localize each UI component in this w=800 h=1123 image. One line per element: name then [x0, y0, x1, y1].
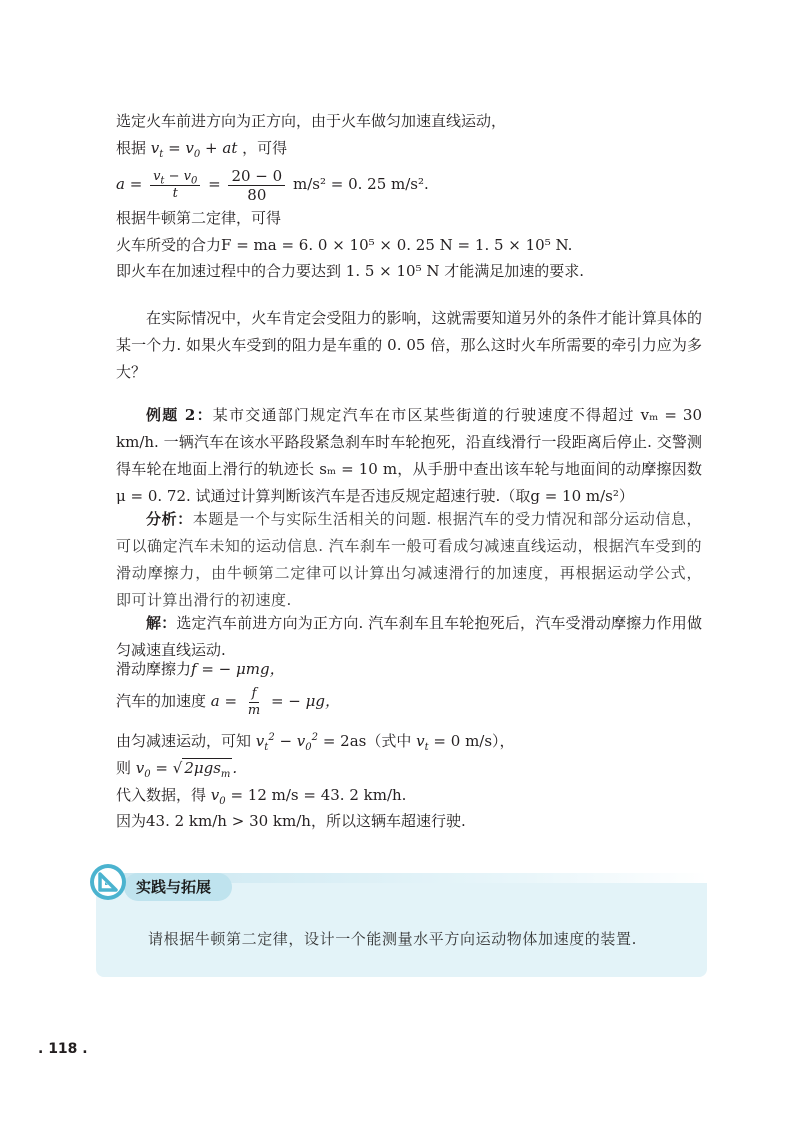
practice-text: 请根据牛顿第二定律，设计一个能测量水平方向运动物体加速度的装置. [148, 930, 637, 948]
fraction-symbolic: $\frac{v_t - v_0}{t}$ [150, 169, 200, 202]
text-fragment: m/s² = 0. 25 m/s². [292, 175, 429, 193]
sqrt-line: 则 $v_0$ = √ 2μgs$_m$ . [116, 759, 238, 780]
substitution-line: 代入数据，得 $v_0 = 12$ m/s = 43. 2 km/h. [116, 786, 407, 807]
text-line: 选定火车前进方向为正方向，由于火车做匀加速直线运动， [116, 112, 507, 130]
example-text: 某市交通部门规定汽车在市区某些街道的行驶速度不得超过 vₘ = 30 km/h. 一辆汽车在该水平路段紧急刹车时车轮抱死，沿直线滑行一段距离后停止. 交警测得车轮在地面上滑行的轨迹长 sₘ = 10 m，从手册中查出该车轮与地面间的动摩擦因数 μ = 0. 72. 试通过计算判断该汽车是否违反规定超速行驶.（取g = 10 m/s²） [116, 406, 702, 505]
formula-line [116, 138, 287, 158]
practice-title: 实践与拓展 [136, 878, 212, 896]
conclusion-line: 因为43. 2 km/h > 30 km/h，所以这辆车超速行驶. [116, 812, 466, 830]
example-label: 例题 2： [146, 406, 213, 424]
solution-label: 解： [146, 614, 177, 632]
analysis-text: 本题是一个与实际生活相关的问题. 根据汽车的受力情况和部分运动信息，可以确定汽车未知的运动信息. 汽车刹车一般可看成匀减速直线运动，根据汽车受到的滑动摩擦力，由牛顿第二定律可以计算出匀减速滑行的加速度，再根据运动学公式，即可计算出滑行的初速度. [116, 510, 702, 609]
page-number: . 118 . [38, 1041, 88, 1057]
discussion-paragraph: 在实际情况中，火车肯定会受阻力的影响，这就需要知道另外的条件才能计算具体的某一个力. 如果火车受到的阻力是车重的 0. 05 倍，那么这时火车所需要的牵引力应为多大？ [116, 309, 702, 381]
force-equation: 火车所受的合力F = ma = 6. 0 × 10⁵ × 0. 25 N = 1. 5 × 10⁵ N. [116, 236, 573, 254]
solution-paragraph [116, 610, 702, 664]
friction-line: 滑动摩擦力f = − μmg， [116, 660, 285, 678]
text-fragment: ，可得 [242, 139, 288, 157]
text-line: 即火车在加速过程中的合力要达到 1. 5 × 10⁵ N 才能满足加速的要求. [116, 262, 585, 280]
practice-logo-icon [88, 862, 128, 902]
acceleration-equation: a = $\frac{v_t - v_0}{t}$ = $\frac{20 - 0}{80}$ m/s² = 0. 25 m/s². [116, 166, 429, 204]
text-line: 根据牛顿第二定律，可得 [116, 209, 282, 227]
fraction-numeric: $\frac{20 - 0}{80}$ [228, 167, 285, 204]
example-2 [116, 402, 702, 510]
text-fragment: 根据 [116, 139, 147, 157]
analysis-paragraph [116, 506, 702, 614]
analysis-label: 分析： [146, 510, 193, 528]
deceleration-line: 汽车的加速度 a = $\frac{f}{m}$ = − μg， [116, 685, 340, 718]
kinematics-formula: $v_t = v_0$ + at [150, 139, 238, 160]
kinematics-line: 由匀减速运动，可知 $v_t^2 - v_0^2 = 2as$（式中 $v_t = 0$ m/s）， [116, 732, 515, 753]
fraction-f-over-m: $\frac{f}{m}$ [247, 685, 261, 718]
solution-text: 选定汽车前进方向为正方向. 汽车刹车且车轮抱死后，汽车受滑动摩擦力作用做匀减速直线运动. [116, 614, 702, 659]
